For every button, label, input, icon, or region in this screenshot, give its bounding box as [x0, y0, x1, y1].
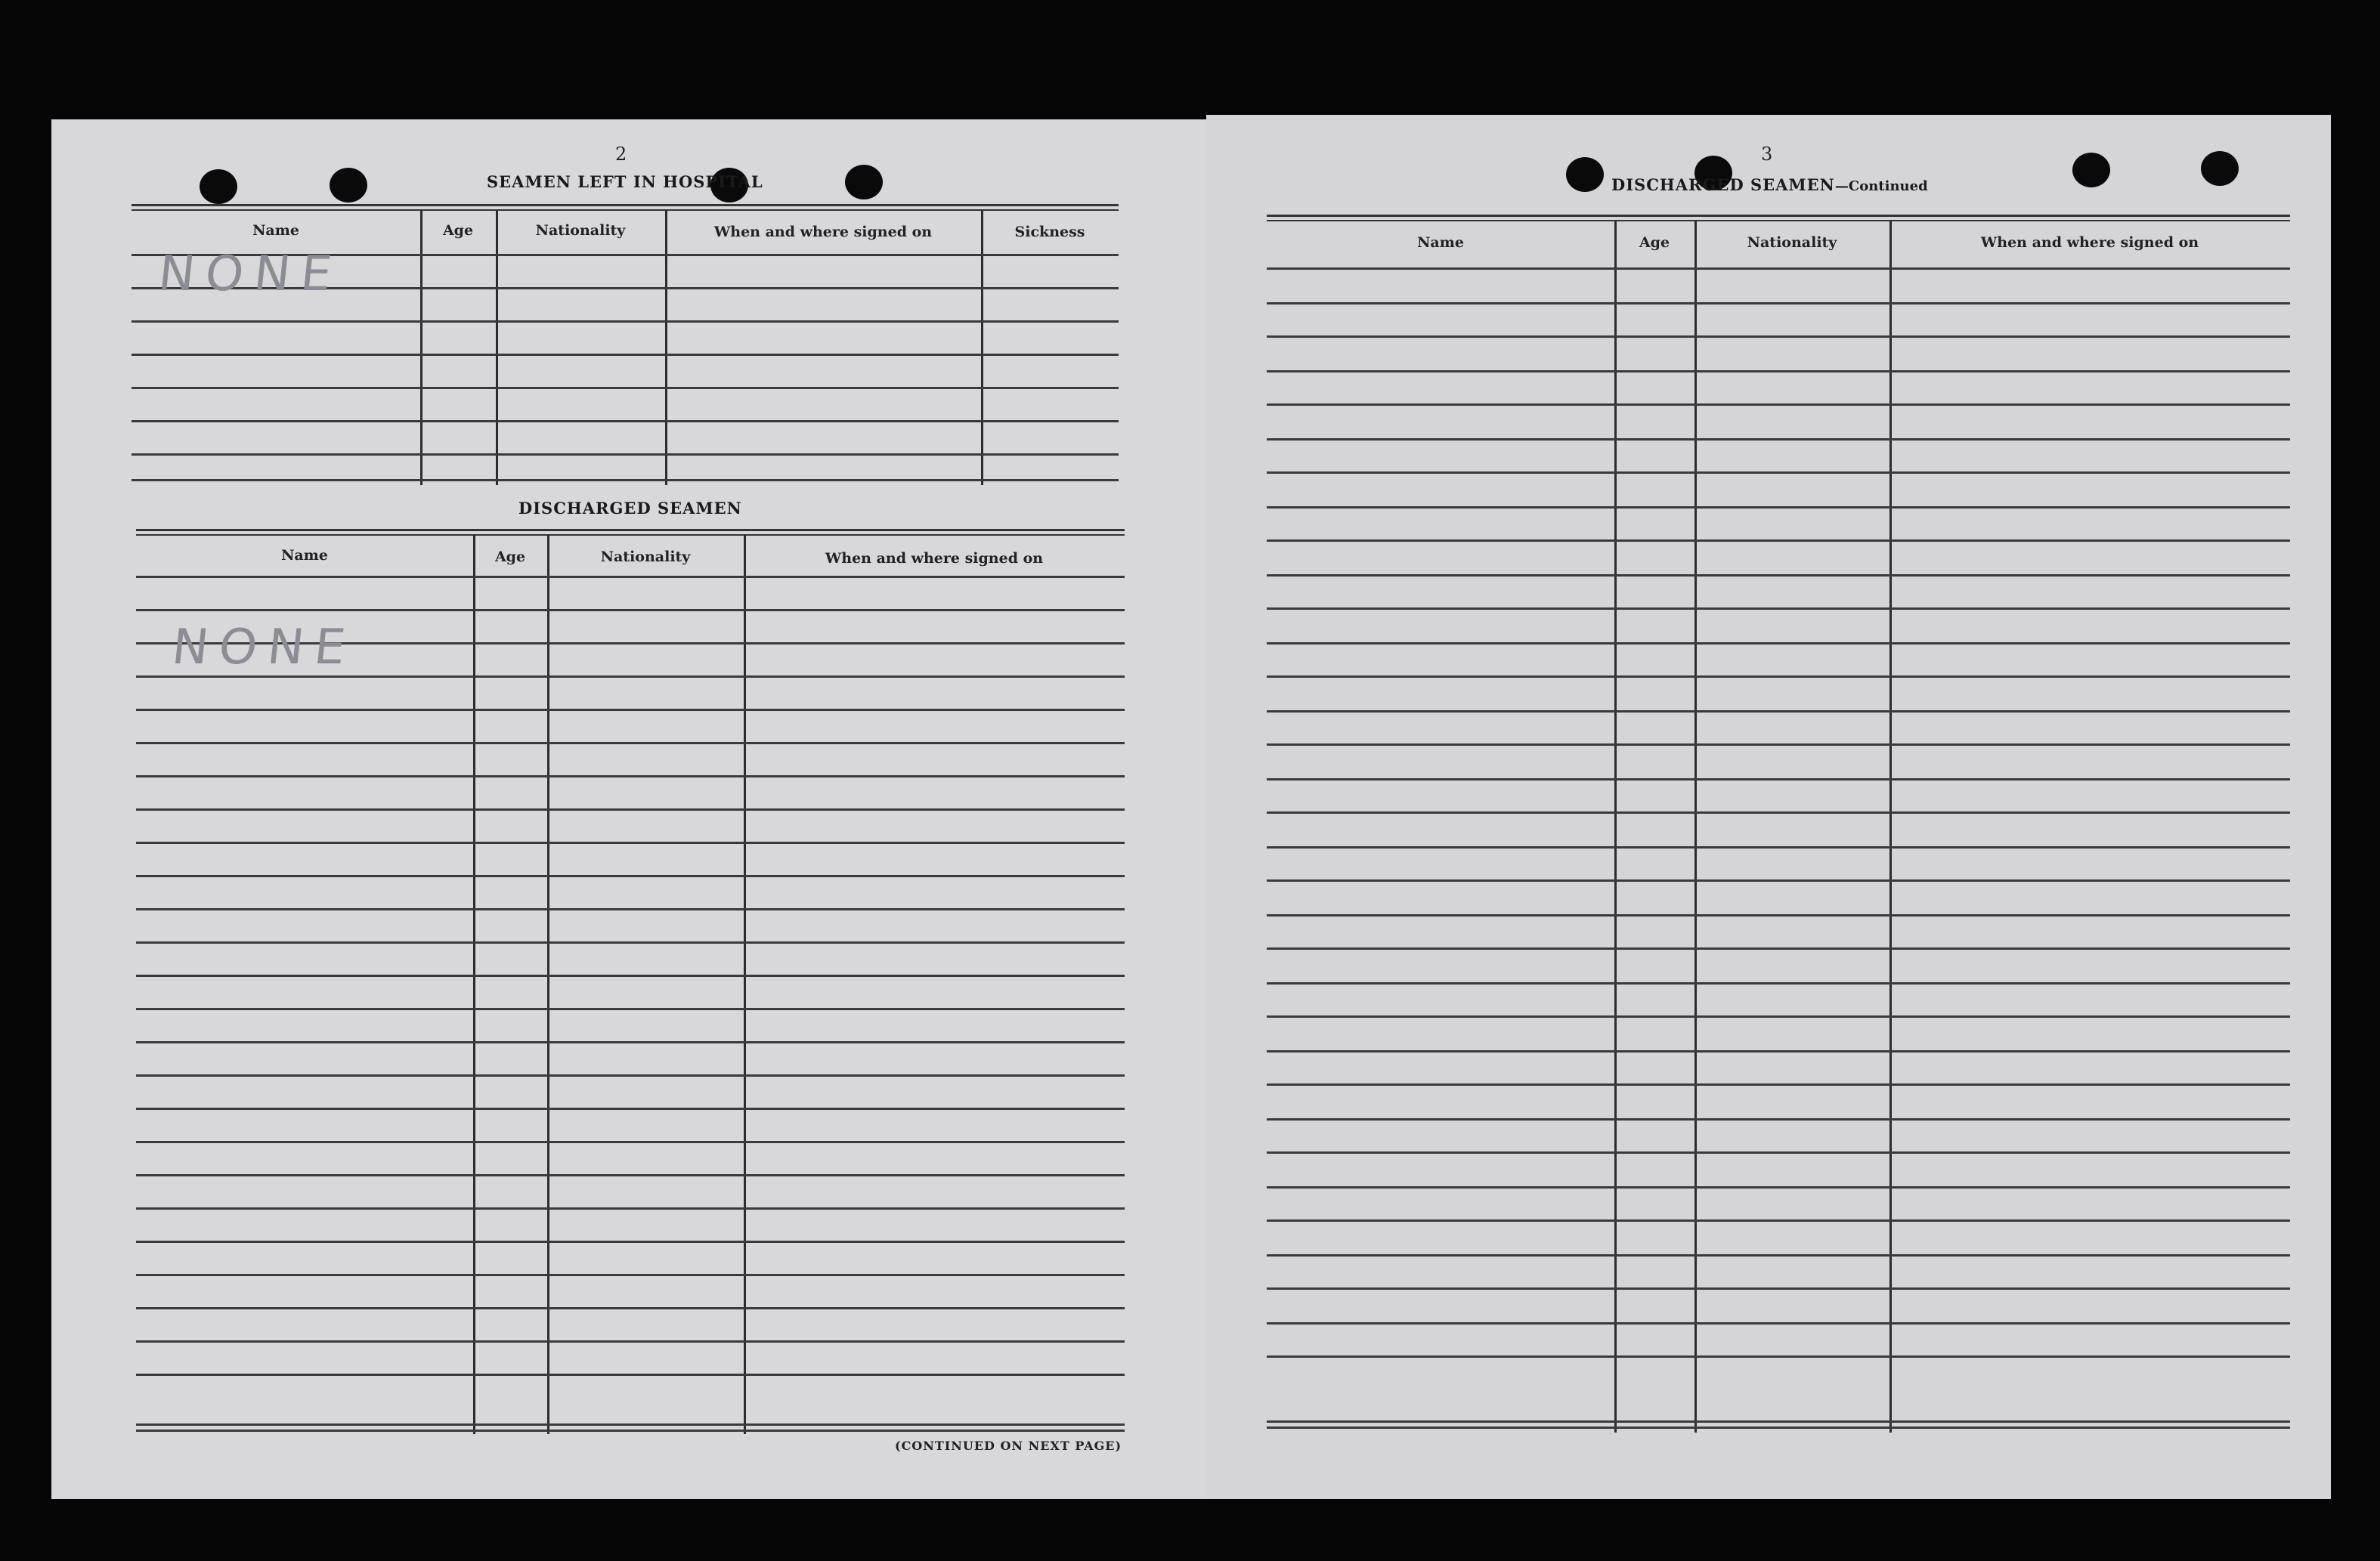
discharged-continued-title	[1611, 175, 1928, 194]
punch-hole	[200, 169, 237, 204]
col-header-age: Age	[1639, 234, 1670, 251]
col-header-age: Age	[494, 549, 526, 565]
handwritten-none-hospital: NONE	[156, 246, 345, 302]
col-header-when-where: When and where signed on	[1980, 234, 2199, 251]
col-header-nationality: Nationality	[535, 222, 626, 239]
col-header-when-where: When and where signed on	[825, 550, 1044, 567]
punch-hole	[1566, 157, 1604, 192]
discharged-continued-title-main: DISCHARGED SEAMEN	[1611, 175, 1835, 194]
col-header-age: Age	[442, 222, 474, 239]
continued-note: (CONTINUED ON NEXT PAGE)	[895, 1439, 1122, 1453]
col-header-name: Name	[252, 222, 299, 239]
col-header-nationality: Nationality	[600, 549, 691, 565]
page-number-right: 3	[1761, 144, 1773, 165]
col-header-when-where: When and where signed on	[713, 224, 933, 240]
punch-hole	[330, 168, 367, 202]
col-header-sickness: Sickness	[1014, 224, 1085, 240]
col-header-name: Name	[1417, 234, 1464, 251]
punch-hole	[845, 165, 883, 199]
col-header-nationality: Nationality	[1747, 234, 1837, 251]
discharged-continued-table	[1267, 215, 2290, 1433]
col-header-name: Name	[281, 547, 328, 564]
punch-hole	[2072, 153, 2110, 187]
discharged-section-title: DISCHARGED SEAMEN	[518, 499, 742, 518]
handwritten-none-discharged: NONE	[169, 620, 359, 675]
hospital-section-title: SEAMEN LEFT IN HOSPITAL	[487, 172, 763, 191]
discharged-continued-suffix: —Continued	[1834, 178, 1928, 194]
punch-hole	[2201, 151, 2239, 186]
page-number-left: 2	[615, 144, 627, 165]
